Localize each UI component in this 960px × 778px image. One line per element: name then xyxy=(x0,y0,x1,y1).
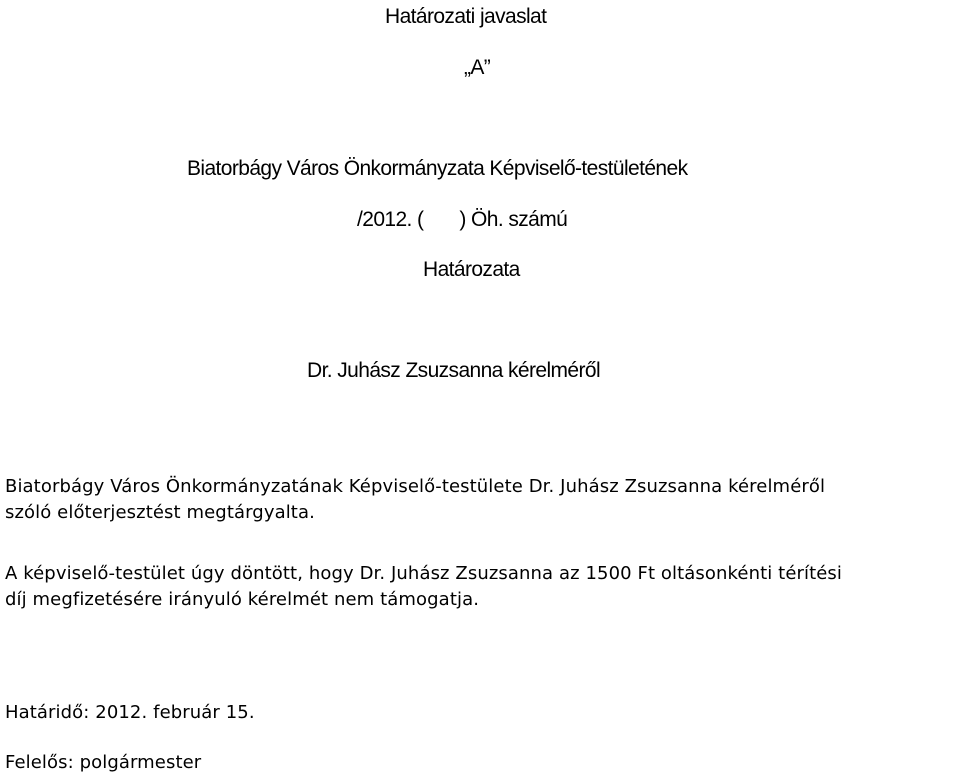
paragraph-deliberation xyxy=(5,474,825,526)
responsible-person: Felelős: polgármester xyxy=(5,752,202,773)
resolution-subject: Dr. Juhász Zsuzsanna kérelméről xyxy=(307,359,601,382)
variant-label: „A” xyxy=(464,56,491,79)
paragraph-deliberation-line-1: Biatorbágy Város Önkormányzatának Képviselő-testülete Dr. Juhász Zsuzsanna kérelméről xyxy=(5,476,826,497)
document-title: Határozati javaslat xyxy=(385,5,547,28)
resolution-number-prefix: /2012. ( xyxy=(357,208,424,231)
issuer-line: Biatorbágy Város Önkormányzata Képviselő-testületének xyxy=(187,157,688,180)
deadline: Határidő: 2012. február 15. xyxy=(5,702,255,723)
paragraph-deliberation-line-2: szóló előterjesztést megtárgyalta. xyxy=(5,502,315,523)
paragraph-decision xyxy=(5,561,842,613)
resolution-number-line xyxy=(357,209,567,230)
paragraph-decision-line-2: díj megfizetésére irányuló kérelmét nem támogatja. xyxy=(5,589,480,610)
resolution-word: Határozata xyxy=(423,258,520,281)
resolution-number-suffix: ) Öh. számú xyxy=(459,208,568,231)
paragraph-decision-line-1: A képviselő-testület úgy döntött, hogy Dr. Juhász Zsuzsanna az 1500 Ft oltásonkénti térítési xyxy=(5,563,843,584)
